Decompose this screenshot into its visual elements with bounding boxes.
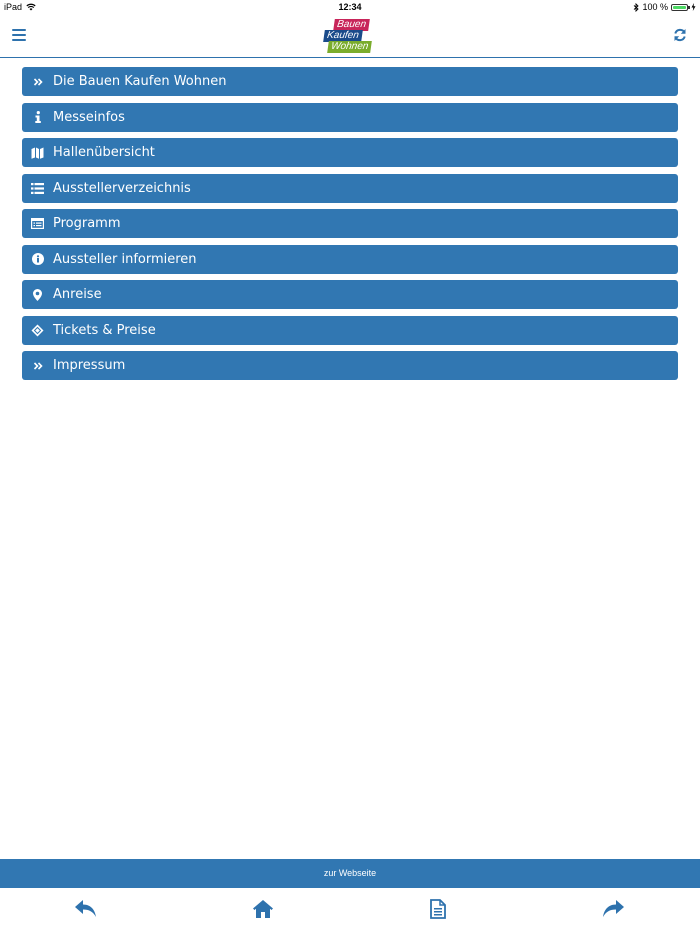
charging-icon <box>691 3 696 11</box>
double-chevron-right-icon <box>22 351 53 380</box>
bottom-toolbar <box>0 888 700 934</box>
menu-item-ausstellerverzeichnis[interactable] <box>22 174 678 203</box>
home-icon[interactable] <box>250 896 276 922</box>
app-header <box>0 14 700 58</box>
refresh-icon[interactable] <box>672 27 688 43</box>
status-time: 12:34 <box>338 2 362 12</box>
menu-item-label: Messeinfos <box>53 109 125 125</box>
document-icon[interactable] <box>425 896 451 922</box>
info-circle-icon <box>22 245 53 274</box>
ticket-icon <box>22 316 53 345</box>
list-icon <box>22 174 53 203</box>
menu-item-programm[interactable] <box>22 209 678 238</box>
logo-line-3: Wohnen <box>327 41 372 53</box>
battery-icon <box>671 4 688 11</box>
map-icon <box>22 138 53 167</box>
menu-item-label: Programm <box>53 216 121 231</box>
menu-item-label: Tickets & Preise <box>53 322 156 338</box>
menu-item-label: Hallenübersicht <box>53 145 155 160</box>
main-menu <box>22 67 678 387</box>
menu-item-label: Impressum <box>53 358 126 373</box>
device-name: iPad <box>4 2 23 12</box>
logo-line-1: Bauen <box>333 19 370 31</box>
menu-item-label: Ausstellerverzeichnis <box>53 180 191 196</box>
info-icon <box>22 103 53 132</box>
menu-item-label: Die Bauen Kaufen Wohnen <box>53 74 227 89</box>
logo-line-2: Kaufen <box>323 30 362 42</box>
status-bar <box>0 0 700 14</box>
menu-item-label: Anreise <box>53 287 102 302</box>
double-chevron-right-icon <box>22 67 53 96</box>
menu-item-impressum[interactable] <box>22 351 678 380</box>
bluetooth-icon <box>633 3 639 12</box>
menu-item-aussteller-informieren[interactable] <box>22 245 678 274</box>
map-marker-icon <box>22 280 53 309</box>
status-right <box>633 0 696 14</box>
battery-percent: 100 % <box>642 2 668 12</box>
calendar-list-icon <box>22 209 53 238</box>
menu-item-anreise[interactable] <box>22 280 678 309</box>
logo[interactable] <box>322 16 378 56</box>
website-link[interactable]: zur Webseite <box>0 859 700 888</box>
menu-item-label: Aussteller informieren <box>53 251 197 267</box>
battery-fill <box>673 6 686 9</box>
menu-item-tickets-preise[interactable] <box>22 316 678 345</box>
forward-icon[interactable] <box>600 896 626 922</box>
menu-item-die-bauen-kaufen-wohnen[interactable] <box>22 67 678 96</box>
menu-item-messeinfos[interactable] <box>22 103 678 132</box>
menu-item-hallenuebersicht[interactable] <box>22 138 678 167</box>
back-icon[interactable] <box>73 896 99 922</box>
hamburger-menu-icon[interactable] <box>12 29 26 41</box>
